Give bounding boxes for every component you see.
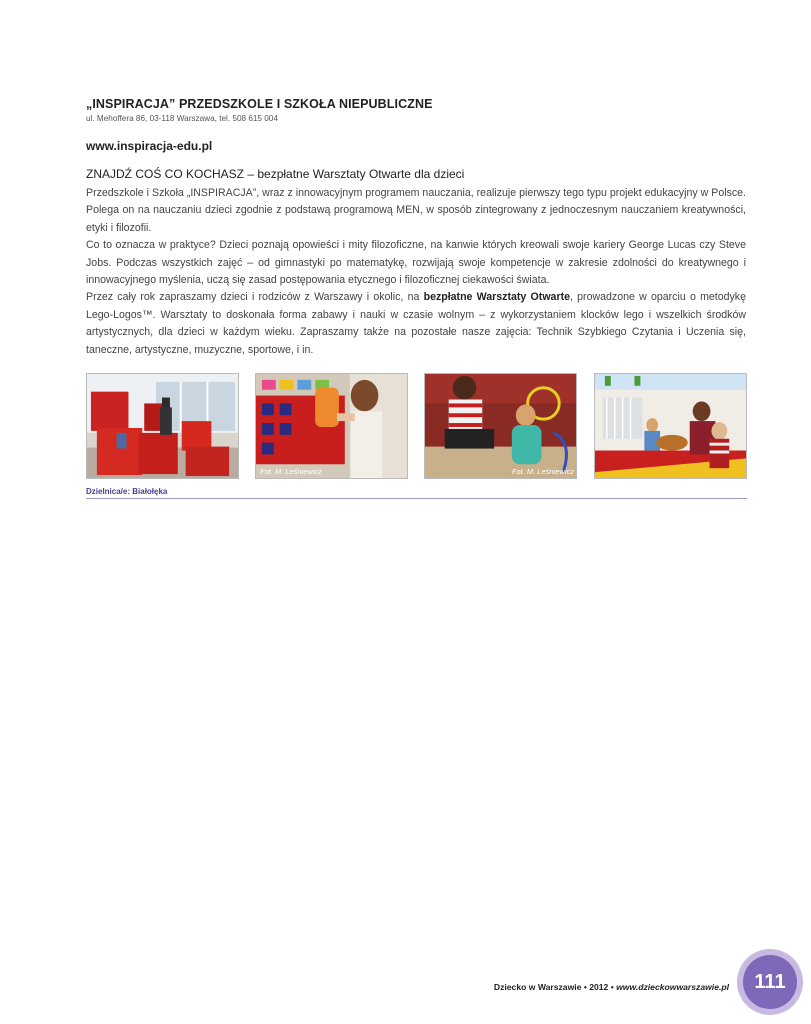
photo-credit-3: Fot. M. Leśniewicz [511, 467, 574, 476]
paragraph-1: Przedszkole i Szkoła „INSPIRACJA”, wraz z innowacyjnym programem nauczania, realizuje pierwszy tego typu projekt edukacyjny w Polsce. Polega on na nauczaniu dzieci zgodnie z podstawą programową MEN, w sposób zintegrowany z jednoczesnym nauczaniem kreatywności, etyki i filozofii. [86, 187, 746, 234]
paragraph-3-bold: bezpłatne Warsztaty Otwarte [423, 291, 570, 304]
website-link[interactable]: www.inspiracja-edu.pl [86, 139, 213, 153]
paragraph-2: Co to oznacza w praktyce? Dzieci poznają opowieści i mity filozoficzne, na kanwie których kreowali swoje kariery George Lucas czy Steve Jobs. Podczas wszystkich zajęć – od gimnastyki po matematykę, rozwijają swoje kompetencje w zakresie zdolności do kreatywnego i innowacyjnego myślenia, uczą się zasad postępowania etycznego i filozoficznej ciekawości świata. [86, 239, 746, 287]
paragraph-3-start: Przez cały rok zapraszamy dzieci i rodziców z Warszawy i okolic, na [86, 291, 424, 304]
organization-address: ul. Mehoffera 86, 03-118 Warszawa, tel. 508 615 004 [86, 114, 278, 123]
header-block [86, 97, 746, 123]
page-number-badge [737, 949, 803, 1015]
footer [494, 982, 729, 992]
article-headline: ZNAJDŹ COŚ CO KOCHASZ – bezpłatne Warsztaty Otwarte dla dzieci [86, 167, 465, 181]
district-label: Dzielnica/e: Białołęka [86, 487, 168, 496]
article [86, 167, 746, 359]
photo-credit-2: Fot. M. Leśniewicz [260, 467, 323, 476]
photo-strip [86, 373, 747, 479]
photo-girl-wall [255, 373, 408, 479]
page-number: 111 [743, 955, 797, 1009]
photo-woman-toddler [424, 373, 577, 479]
organization-name: „INSPIRACJA” PRZEDSZKOLE I SZKOŁA NIEPUBLICZNE [86, 97, 433, 111]
divider [86, 498, 747, 499]
photo-children-guitar [594, 373, 747, 479]
photo-red-blocks [86, 373, 239, 479]
paragraph-3-end: , prowadzone w oparciu o metodykę Lego-Logos™. Warsztaty to doskonała forma zabawy i nauki w czasie wolnym – z wykorzystaniem klocków lego i wszelkich środków artystycznych, dla dzieci w każdym wieku. Zapraszamy także na pozostałe nasze zajęcia: Technik Szybkiego Czytania i Uczenia się, taneczne, artystyczne, muzyczne, sportowe, i in. [86, 291, 746, 356]
footer-website[interactable]: www.dzieckowwarszawie.pl [616, 982, 729, 992]
footer-text: Dziecko w Warszawie • 2012 • [493, 982, 617, 992]
paragraph-3 [86, 289, 746, 359]
